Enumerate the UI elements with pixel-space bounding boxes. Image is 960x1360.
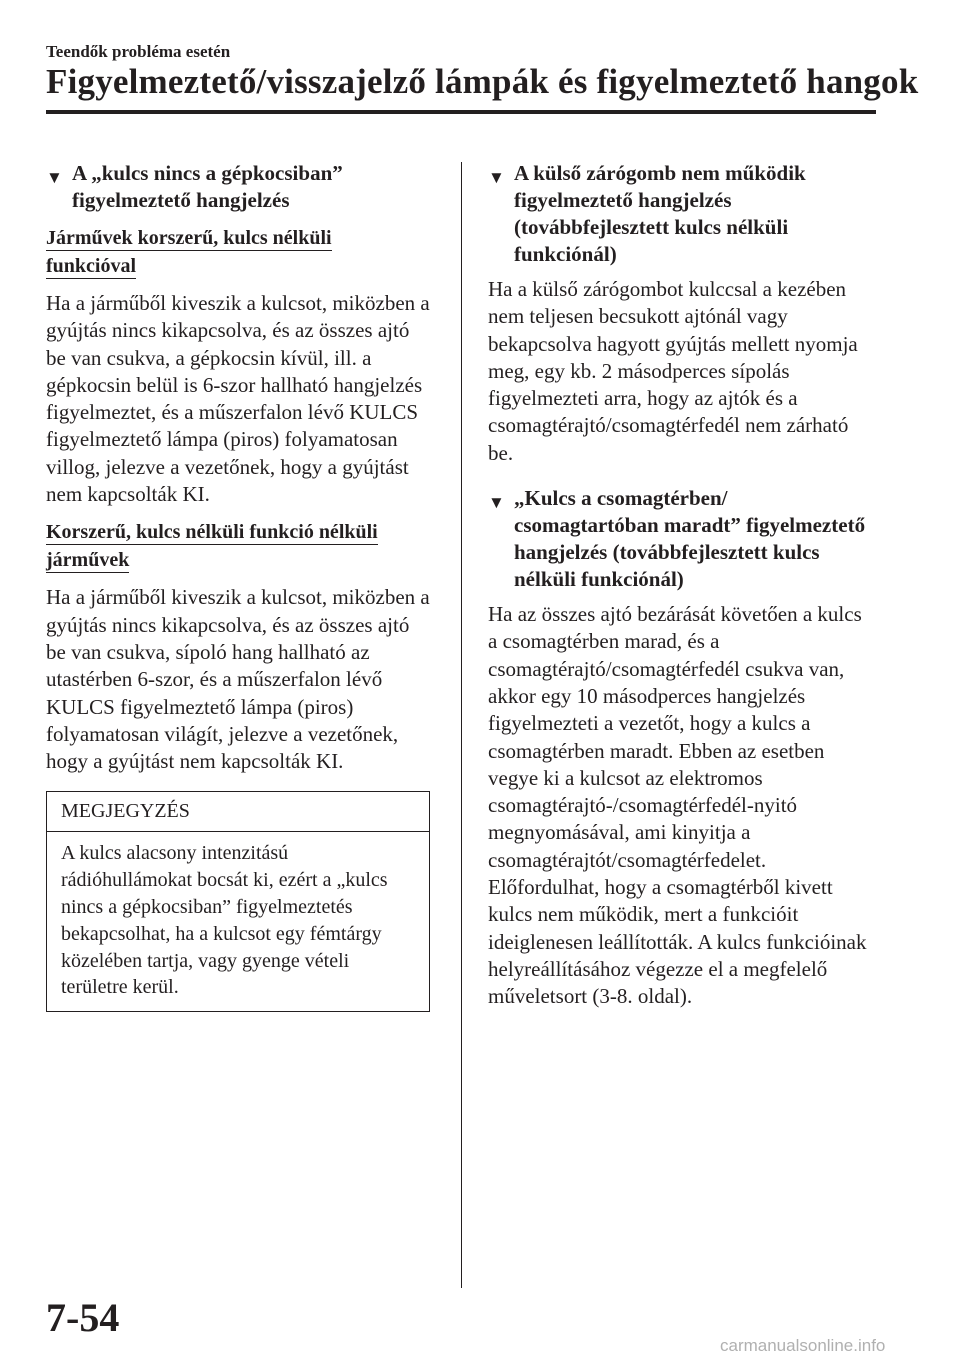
paragraph: Ha a járműből kiveszik a kulcsot, miközben a gyújtás nincs kikapcsolva, és az összes ajtó be van csukva, a gépkocsin kívül, ill. a gépkocsin belül is 6-szor hallható hangjelzés figyelmeztet, és a műszerfalon lévő KULCS figyelmeztető lámpa (piros) folyamatosan villog, jelezve a vezetőnek, hogy a gyújtást nem kapcsolták KI. xyxy=(46,291,430,507)
triangle-bullet-icon: ▼ xyxy=(488,493,505,513)
heading-text: A külső zárógomb nem működik figyelmeztető hangjelzés (továbbfejlesztett kulcs nélküli funkciónál) xyxy=(514,161,806,266)
subheading-line: járművek xyxy=(46,549,130,572)
note-title: MEGJEGYZÉS xyxy=(47,792,429,832)
note-body: A kulcs alacsony intenzitású rádióhullámokat bocsát ki, ezért a „kulcs nincs a gépkocsiban” figyelmeztetés bekapcsolhat, ha a kulcsot egy fémtárgy közelében tartja, vagy gyenge vételi területre kerül. xyxy=(61,842,388,999)
subheading-line: Járművek korszerű, kulcs nélküli xyxy=(46,227,332,249)
column-divider xyxy=(461,162,462,1288)
paragraph: Ha a külső zárógombot kulccsal a kezében nem teljesen becsukott ajtónál vagy bekapcsolva hagyott gyújtás mellett nyomja meg, egy kb. 2 másodperces sípolás figyelmezteti arra, hogy az ajtók és a csomagtérajtó/csomagtérfedél nem zárható be. xyxy=(488,277,858,465)
heading-text: A „kulcs nincs a gépkocsiban” figyelmeztető hangjelzés xyxy=(72,161,343,212)
page-title: Figyelmeztető/visszajelző lámpák és figyelmeztető hangok xyxy=(46,62,919,101)
paragraph: Ha az összes ajtó bezárását követően a kulcs a csomagtérben marad, és a csomagtérajtó/csomagtérfedél csukva van, akkor egy 10 másodperces hangjelzés figyelmezteti a vezetőt, hogy a kulcs a csomagtérben maradt. Ebben az esetben vegye ki a kulcsot az elektromos csomagtérajtó-/csomagtérfedél-nyitó megnyomásával, ami kinyitja a csomagtérajtót/csomagtérfedelet. Előfordulhat, hogy a csomagtérből kivett kulcs nem működik, mert a funkcióit ideiglenesen leállították. A kulcs funkcióinak helyreállításához végezze el a megfelelő műveletsort (3-8. oldal). xyxy=(488,602,867,1009)
paragraph: Ha a járműből kiveszik a kulcsot, miközben a gyújtás nincs kikapcsolva, és az összes ajtó be van csukva, sípoló hang hallható az utastérben 6-szor, és a műszerfalon lévő KULCS figyelmeztető lámpa (piros) folyamatosan világít, jelezve a vezetőnek, hogy a gyújtást nem kapcsolták KI. xyxy=(46,585,430,774)
header-divider xyxy=(46,110,876,114)
section-label: Teendők probléma esetén xyxy=(46,42,231,61)
watermark: carmanualsonline.info xyxy=(720,1336,886,1355)
triangle-bullet-icon: ▼ xyxy=(488,168,505,187)
note-box xyxy=(46,791,430,1012)
section-heading-lock-button xyxy=(488,160,872,268)
subheading-line: funkcióval xyxy=(46,255,137,277)
section-heading-key-not-in-vehicle xyxy=(46,160,430,214)
subheading-advanced-keyless xyxy=(46,224,430,280)
page-number: 7-54 xyxy=(46,1295,120,1340)
triangle-bullet-icon: ▼ xyxy=(46,168,63,187)
subheading-without-advanced-keyless xyxy=(46,518,430,574)
heading-text: „Kulcs a csomagtérben/ csomagtartóban maradt” figyelmeztető hangjelzés (továbbfejlesztett kulcs nélküli funkciónál) xyxy=(514,486,866,592)
subheading-line: Korszerű, kulcs nélküli funkció nélküli xyxy=(46,521,378,544)
left-column xyxy=(46,160,430,1012)
section-heading-key-in-trunk xyxy=(488,485,872,593)
right-column xyxy=(488,160,872,1021)
